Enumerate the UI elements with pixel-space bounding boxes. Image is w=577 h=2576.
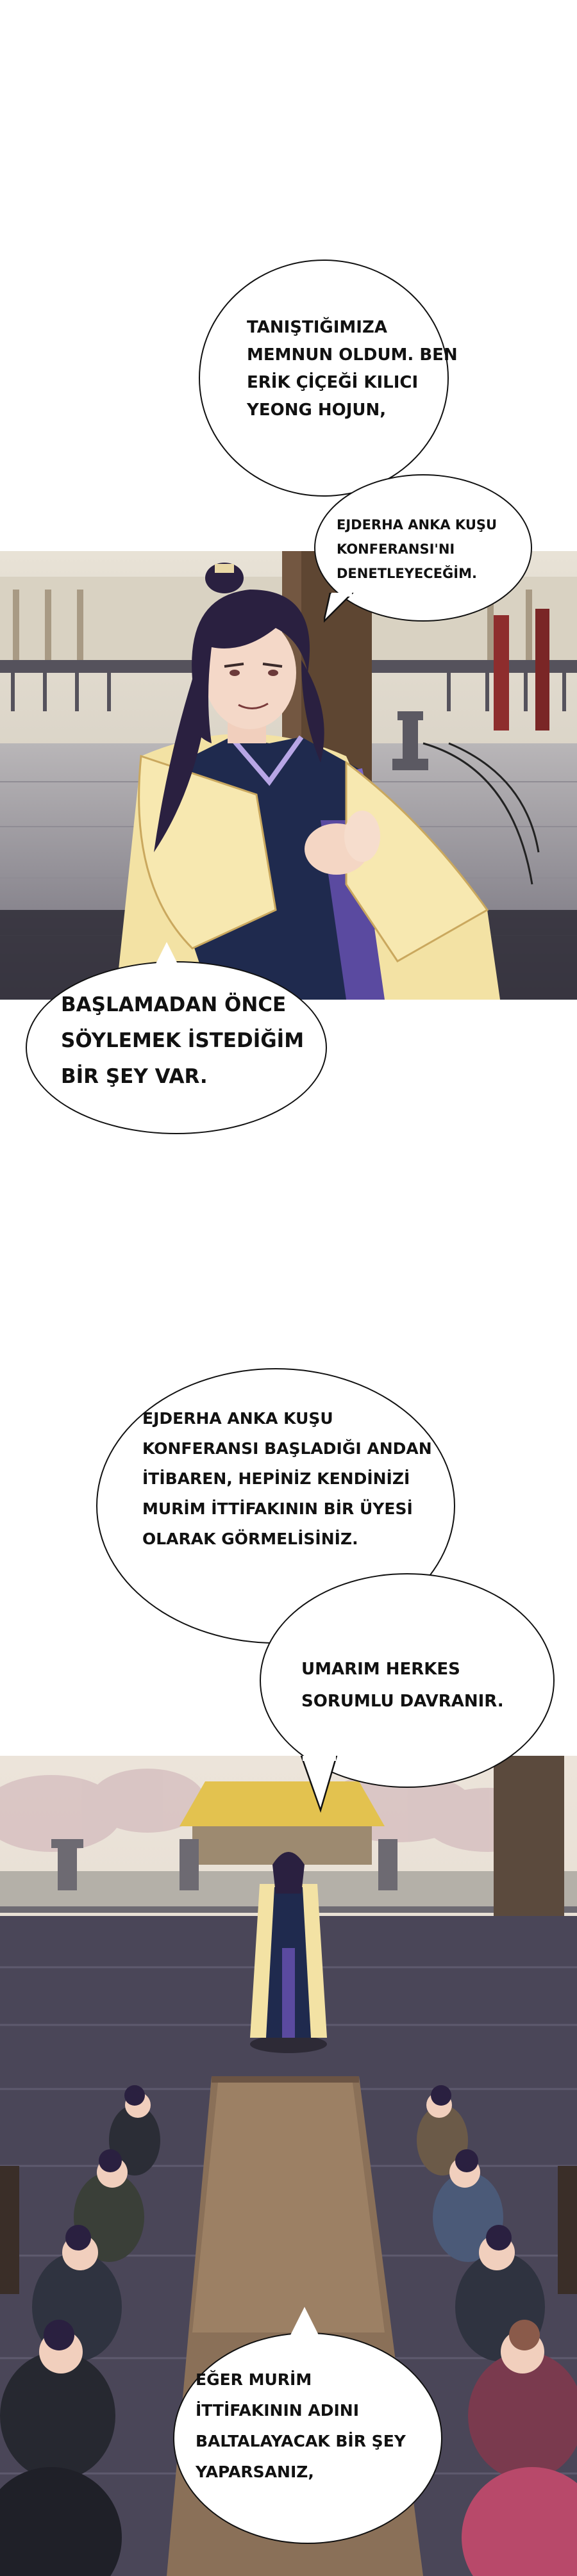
bubble-text-inspect xyxy=(337,513,497,586)
bubble-line: SORUMLU DAVRANIR. xyxy=(301,1692,504,1711)
bubble-text-warning xyxy=(196,2365,406,2488)
bubble-line: EĞER MURİM xyxy=(196,2370,312,2389)
bubble-line: MEMNUN OLDUM. BEN xyxy=(247,345,458,365)
bubble-line: SÖYLEMEK İSTEDİĞİM xyxy=(61,1029,305,1052)
bubble-line: İTTİFAKININ ADINI xyxy=(196,2401,359,2420)
bubble-line: OLARAK GÖRMELİSİNİZ. xyxy=(142,1530,358,1548)
bubble-line: KONFERANSI BAŞLADIĞI ANDAN xyxy=(142,1439,432,1458)
bubble-line: KONFERANSI'NI xyxy=(337,541,455,557)
bubble-text-conference xyxy=(142,1403,432,1554)
bubble-tail-greeting xyxy=(301,449,340,487)
bubble-line: UMARIM HERKES xyxy=(301,1660,460,1679)
bubble-line: BALTALAYACAK BİR ŞEY xyxy=(196,2432,406,2450)
panel-hojun-greeting-art xyxy=(0,551,577,1000)
bubble-line: ERİK ÇİÇEĞİ KILICI xyxy=(247,373,419,392)
bubble-line: YAPARSANIZ, xyxy=(196,2463,314,2481)
bubble-line: YEONG HOJUN, xyxy=(247,400,387,420)
bubble-text-responsible xyxy=(301,1653,504,1717)
bubble-tail-inspect xyxy=(324,593,356,625)
bubble-line: TANIŞTIĞIMIZA xyxy=(247,318,387,337)
bubble-line: BAŞLAMADAN ÖNCE xyxy=(61,993,287,1016)
bubble-line: BİR ŞEY VAR. xyxy=(61,1065,208,1088)
bubble-tail-before-start xyxy=(147,942,186,968)
bubble-line: MURİM İTTİFAKININ BİR ÜYESİ xyxy=(142,1499,413,1518)
bubble-line: İTİBAREN, HEPİNİZ KENDİNİZİ xyxy=(142,1469,410,1488)
bubble-text-greeting xyxy=(247,314,458,424)
bubble-line: EJDERHA ANKA KUŞU xyxy=(337,517,498,533)
bubble-line: DENETLEYECEĞİM. xyxy=(337,566,477,581)
bubble-tail-warning xyxy=(282,2307,327,2339)
panel-hojun-greeting xyxy=(0,551,577,1000)
bubble-line: EJDERHA ANKA KUŞU xyxy=(142,1409,333,1428)
bubble-tail-responsible xyxy=(295,1756,340,1813)
bubble-text-before-start xyxy=(61,987,304,1094)
